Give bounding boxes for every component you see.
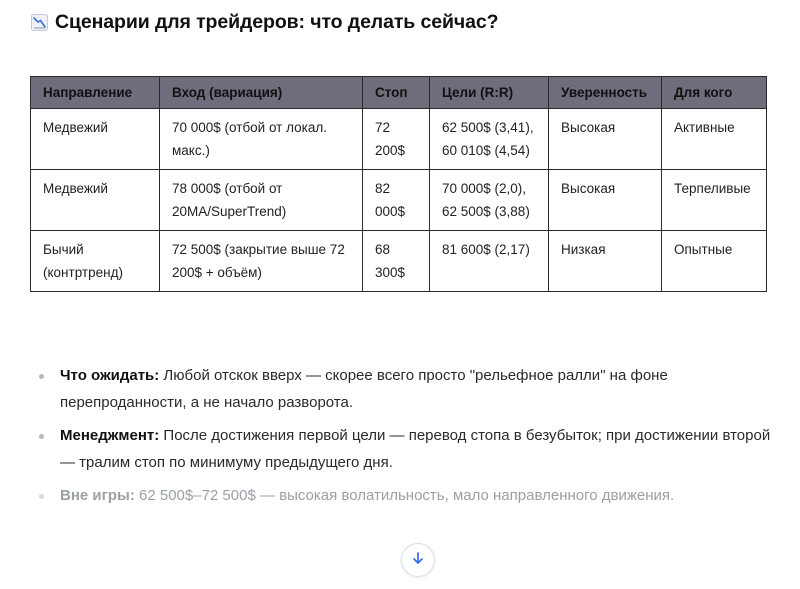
column-header-entry: Вход (вариация) — [160, 77, 363, 109]
table-cell: 82 000$ — [363, 170, 430, 231]
section-heading — [31, 11, 498, 34]
chart-decreasing-icon — [31, 14, 48, 31]
note-text: После достижения первой цели — перевод стопа в безубыток; при достижении второй — тралим стоп по минимуму предыдущего дня. — [60, 427, 771, 471]
section-title: Сценарии для трейдеров: что делать сейчас? — [55, 11, 499, 33]
note-label: Менеджмент: — [60, 427, 160, 444]
table-cell: 72 500$ (закрытие выше 72 200$ + объём) — [160, 231, 363, 292]
table-cell: Терпеливые — [662, 170, 767, 231]
scroll-to-bottom-button[interactable] — [401, 543, 435, 577]
note-label: Что ожидать: — [60, 367, 160, 384]
table-row — [31, 170, 767, 231]
list-item — [39, 363, 779, 416]
column-header-direction: Направление — [31, 77, 160, 109]
table-cell: 78 000$ (отбой от 20MA/SuperTrend) — [160, 170, 363, 231]
table-cell: Низкая — [549, 231, 662, 292]
table-cell: 70 000$ (отбой от локал. макс.) — [160, 109, 363, 170]
note-text: 62 500$–72 500$ — высокая волатильность, мало направленного движения. — [134, 487, 675, 504]
table-cell: Активные — [662, 109, 767, 170]
column-header-stop: Стоп — [363, 77, 430, 109]
table-cell: 81 600$ (2,17) — [430, 231, 549, 292]
column-header-confidence: Уверенность — [549, 77, 662, 109]
list-item — [39, 483, 779, 510]
note-label: Вне игры: — [60, 487, 135, 504]
table-cell: Высокая — [549, 170, 662, 231]
table-cell: Высокая — [549, 109, 662, 170]
table-cell: 68 300$ — [363, 231, 430, 292]
list-item — [39, 423, 779, 476]
column-header-audience: Для кого — [662, 77, 767, 109]
column-header-targets: Цели (R:R) — [430, 77, 549, 109]
table-cell: Медвежий — [31, 109, 160, 170]
table-header-row — [31, 77, 767, 109]
notes-list — [39, 363, 779, 517]
table-row — [31, 231, 767, 292]
scenarios-table — [30, 76, 767, 292]
note-text: Любой отскок вверх — скорее всего просто "рельефное ралли" на фоне перепроданности, а не начало разворота. — [60, 367, 668, 411]
table-cell: 62 500$ (3,41), 60 010$ (4,54) — [430, 109, 549, 170]
table-row — [31, 109, 767, 170]
table-cell: Медвежий — [31, 170, 160, 231]
table-cell: Бычий (контртренд) — [31, 231, 160, 292]
arrow-down-icon — [410, 550, 426, 571]
table-cell: Опытные — [662, 231, 767, 292]
table-cell: 72 200$ — [363, 109, 430, 170]
table-cell: 70 000$ (2,0), 62 500$ (3,88) — [430, 170, 549, 231]
